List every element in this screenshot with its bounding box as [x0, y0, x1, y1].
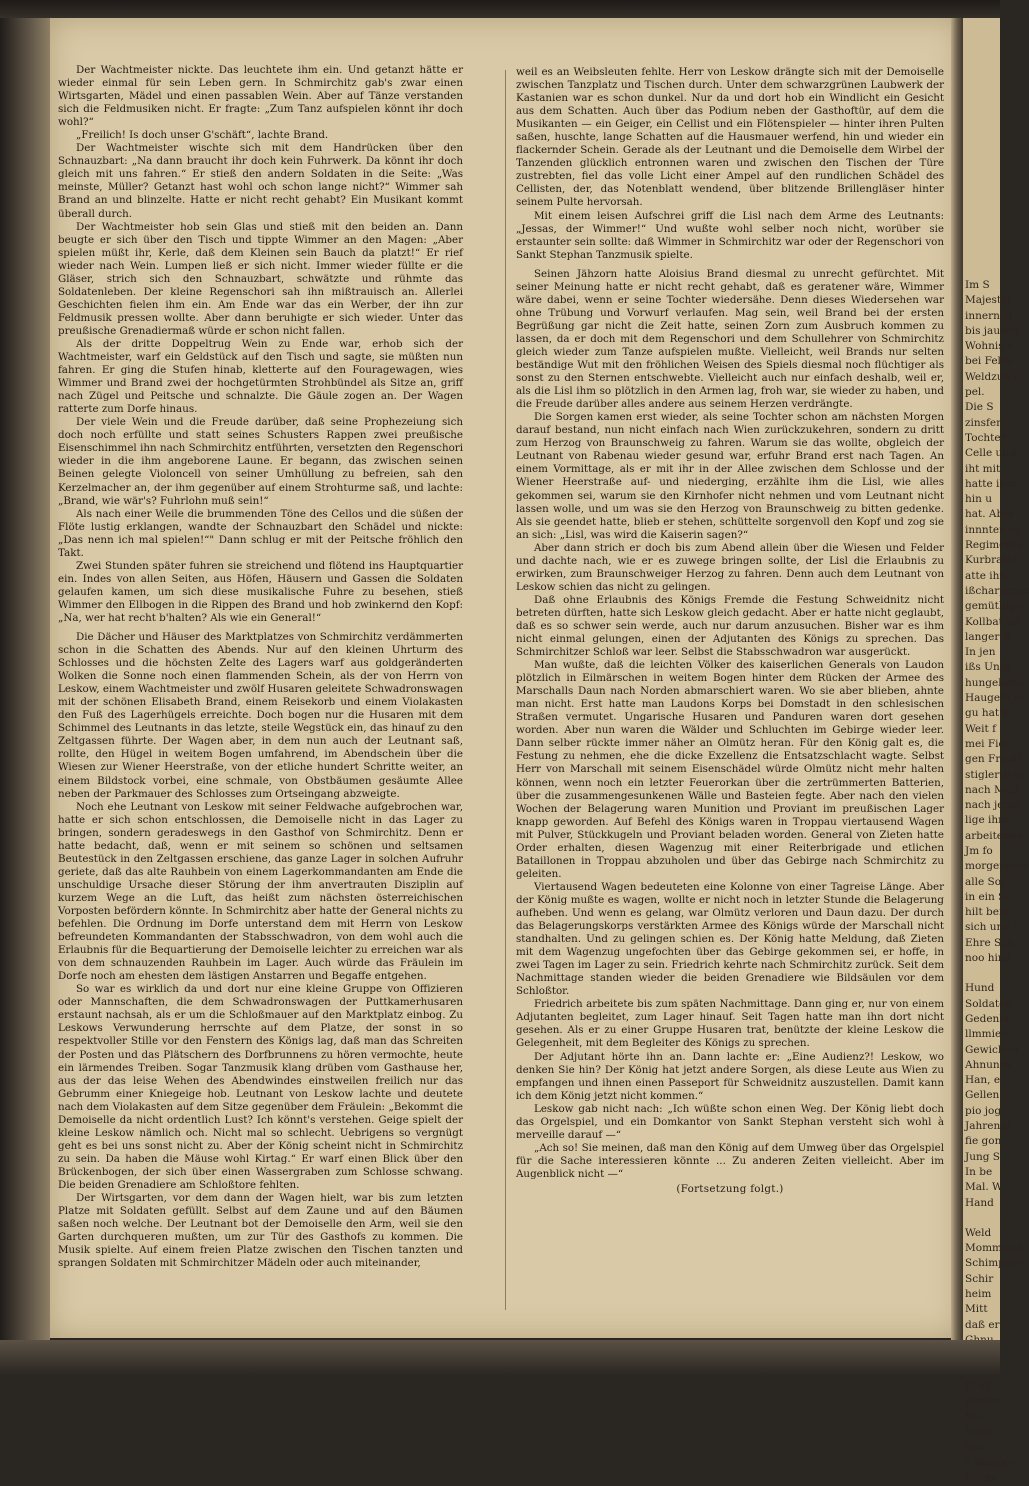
next-page-fragment: Celle und [965, 447, 1016, 460]
next-page-fragment: Gedenkt [965, 1012, 1010, 1025]
next-page-fragment: stiglerte an [965, 768, 1027, 781]
next-page-fragment: Hand [965, 1196, 994, 1209]
next-page-fragment: Wohnis n [965, 340, 1014, 353]
next-page-fragment: hungebens [965, 676, 1024, 689]
next-page-fragment: daß er [965, 1318, 1000, 1331]
paragraph: Der Wirtsgarten, vor dem dann der Wagen hielt, war bis zum letzten Platze mit Soldaten gefüllt. Selbst auf dem Zaune und auf den Bäumen saßen noch welche. Der Leutnant bot der Demoiselle den Arm, weil sie den Garten durchqueren mußten, um zur Tür des Gasthofs zu kommen. Die Musik spielte. Auf einem freien Platze zwischen den Tischen tanzten und sprangen Soldaten mit Schmirchitzer Mädeln oder auch miteinander, [58, 1192, 463, 1270]
next-page-fragment: In be [965, 1165, 993, 1178]
next-page-fragment: Ahnungs [965, 1058, 1012, 1071]
paragraph: Friedrich arbeitete bis zum späten Nachmittage. Dann ging er, nur von einem Adjutanten begleitet, zum Lager hinauf. Seit Tagen hatte man ihn dort nicht gesehen. Als er zu einer Gruppe Husaren trat, benützte der kleine Leskow die Gelegenheit, mit dem Begleiter des Königs zu sprechen. [516, 998, 944, 1050]
next-page-fragment: Die S [965, 401, 994, 414]
next-page-fragment: Mitt [965, 1303, 988, 1316]
next-page-fragment: nach MeB [965, 783, 1019, 796]
column-divider [505, 70, 506, 1310]
paragraph: Die Sorgen kamen erst wieder, als seine Tochter schon am nächsten Morgen darauf bestand, nun nicht einfach nach Wien zurückzukehren, sondern zu dritt zum Herzog von Braunschweig zu fahren. Warum sie das wollte, obgleich der Leutnant von Rabenau wieder gesund war, erfuhr Brand erst nach Tagen. An einem Vormittage, als er mit ihr in der Allee zwischen dem Schlosse und der Wiener Heerstraße auf- und niederging, erzählte ihm die Lisl, wie alles gekommen sei, warum sie den Kirnhofer nicht nehmen und vom Leutnant nicht lassen wolle, und um was sie den Herzog von Braunschweig zu bitten gedenke. Als sie geendet hatte, blieb er stehen, schüttelte sorgenvoll den Kopf und zog sie an sich: „Lisl, was wird die Kaiserin sagen?“ [516, 411, 944, 541]
paragraph: „Freilich! Is doch unser G'schäft“, lachte Brand. [76, 129, 329, 142]
next-page-fragment: mei Fiel [965, 737, 1009, 750]
next-page-fragment: Kurbraths [965, 554, 1019, 567]
next-page-fragment: in ein S [965, 890, 1006, 903]
next-page-fragment: ißs Ungl [965, 661, 1010, 674]
next-page-fragment: Soldaten [965, 997, 1013, 1010]
paragraph: Aber dann strich er doch bis zum Abend allein über die Wiesen und Felder und dachte nach, wie er es zuwege bringen sollte, der Lisl die Erlaubnis zu erwirken, zum Braunschweiger Herzog zu fahren. Denn auch dem Leutnant von Leskow schien das nicht zu gelingen. [516, 541, 944, 593]
next-page-fragment: hat. Aber [965, 508, 1015, 521]
paragraph: Mit einem leisen Aufschrei griff die Lisl nach dem Arme des Leutnants: „Jessas, der Wimmer!“ Und wußte wohl selber noch nicht, worüber sie erstaunter sein sollte: daß Wimmer in Schmirchitz war oder der Regenschori von Sankt Stephan Tanzmusik spielte. [516, 209, 944, 261]
next-page-fragment: lige ihm [965, 814, 1009, 827]
paragraph: Viertausend Wagen bedeuteten eine Kolonne von einer Tagreise Länge. Aber der König mußte es wagen, wollte er nicht noch in letzter Stunde die Belagerung aufheben. Und wenn es gelang, war Olmütz verloren und Daun dazu. Der durch das Belagerungskorps verstärkten Armee des Königs würde der Marschall nicht standhalten. Und zu gelingen schien es. Der König hatte Meldung, daß Zieten mit dem Wagenzug ungefochten über das Gebirge gekommen sei, er hoffe, in zwei Tagen im Lager zu sein. Friedrich kehrte nach Schmirchitz zurück. Seit dem Nachmittage standen wieder die beiden Grenadiere wie Bildsäulen vor dem Schloßtor. [516, 880, 944, 998]
next-page-fragment: fil ift [965, 1379, 991, 1392]
next-page-fragment: mir. [965, 1440, 986, 1453]
next-page-fragment: innern H [965, 309, 1013, 322]
next-page-fragment: bis [965, 1410, 981, 1423]
next-page-fragment: Tochter [965, 431, 1006, 444]
paragraph: Leskow gab nicht nach: „Ich wüßte schon einen Weg. Der König liebt doch das Orgelspiel, und ein Domkantor von Sankt Stephan versteht sich wohl à merveille darauf —“ [516, 1102, 944, 1141]
next-page-fragment: fie gon [965, 1135, 1002, 1148]
next-page-fragment: Schimpore [965, 1257, 1023, 1270]
next-page-fragment: hilt befo [965, 906, 1010, 919]
next-page-fragment: innnten in [965, 523, 1020, 536]
next-page-fragment: nach jeme [965, 799, 1020, 812]
paragraph: Man wußte, daß die leichten Völker des kaiserlichen Generals von Laudon plötzlich in Eilmärschen in weitem Bogen hinter dem Rücken der Armee des Marschalls Daun nach Norden abmarschiert waren. Wo sie aber blieben, ahnte man nicht. Erst hatte man Laudons Korps bei Domstadt in den schlesischen Straßen vermutet. Ungarische Husaren und Panduren waren dort gesehen worden. Aber nun waren die Wälder und Schluchten im Gebirge wieder leer. Dann selber rückte immer näher an Olmütz heran. Für den König galt es, die Festung zu nehmen, ehe die dicke Exzellenz die Entsatzschlacht wagte. Selbst Herr von Marschall mit seinem Eisenschädel würde Olmütz nicht mehr halten können, wenn noch ein letzter Feuerorkan über die zertrümmerten Batterien, über die zusammengesunkenen Wälle und Basteien fegte. Aber nach den vielen Wochen der Belagerung waren Munition und Proviant im preußischen Lager knapp geworden. Auf Befehl des Königs waren in Troppau viertausend Wagen mit Pulver, Stückkugeln und Proviant beladen worden. General von Zieten hatte Order erhalten, diesen Wagenzug mit einer Reiterbrigade und etlichen Bataillonen in Troppau abzuholen und über das Gebirge nach Schmirchitz zu geleiten. [516, 659, 944, 880]
paragraph: Daß ohne Erlaubnis des Königs Fremde die Festung Schweidnitz nicht betreten dürften, hatte sich Leskow gleich gedacht. Aber er hatte nicht geglaubt, daß es so schwer sein werde, auch nur darum anzusuchen. Bisher war es ihm nicht einmal gelungen, einen der Adjutanten des Königs zu sprechen. Das Schmirchitzer Schloß war leer. Selbst die Stabsschwadron war ausgerückt. [516, 593, 944, 659]
next-page-fragment: gen Friedr [965, 753, 1022, 766]
paragraph: So war es wirklich da und dort nur eine kleine Gruppe von Offizieren oder Mannschaften, die dem Schwadronswagen der Puttkamerhusaren erstaunt nachsah, als er um die Schloßmauer auf den Marktplatz einbog. Zu Leskows Verwunderung herrschte auf dem Platze, der sonst in so respektvoller Stille vor den Fenstern des Königs lag, daß man das Schreiten der Posten und das Plätschern des Dorfbrunnens zu hören vermochte, heute ein lärmendes Treiben. Sogar Tanzmusik klang drüben vom Gasthause her, aus der das leise Wehen des Abendwindes einstweilen freilich nur das Gebrumm einer Kniegeige hob. Leutnant von Leskow lachte und deutete nach dem Violakasten auf dem Sitze gegenüber dem Fräulein: „Bekommt die Demoiselle da nicht ordentlich Lust? Ich könnt's verstehen. Geige spielt der kleine Leskow nämlich och. Nicht mal so schlecht. Uebrigens so vergnügt geht es bei uns sonst nicht zu. Aber der König scheint nicht in Schmirchitz zu sein. Da haben die Mäuse wohl Kirtag.“ Er warf einen Blick über den Brückenbogen, der sich über einen Wassergraben zum Schlosse schwang. Die beiden Grenadiere am Schloßtore fehlten. [58, 983, 463, 1191]
paragraph: Als der dritte Doppeltrug Wein zu Ende war, erhob sich der Wachtmeister, warf ein Geldstück auf den Tisch und sagte, sie müßten nun fahren. Er ging die Stufen hinab, kletterte auf den Fouragewagen, wies Wimmer und Brand zwei der hochgetürmten Strohbündel als Sitze an, griff nach Zügel und Peitsche und schnalzte. Die Gäule zogen an. Der Wagen ratterte zum Dorfe hinaus. [58, 337, 463, 416]
next-page-fragment: iht mit [965, 462, 1001, 475]
next-page-fragment [963, 966, 1000, 981]
next-page-fragment: alle Sol [965, 875, 1005, 888]
next-page-fragment: atte ihn [965, 569, 1007, 582]
next-page-fragment: Noch [965, 1425, 994, 1438]
next-page-fragment: Jm fo [965, 844, 993, 857]
scan-left-shadow [0, 18, 50, 1358]
next-page-fragment: Mommond [965, 1242, 1022, 1255]
paragraph: Die Dächer und Häuser des Marktplatzes von Schmirchitz verdämmerten schon in die Schatten des Abends. Nur auf den kleinen Uhrturm des Schlosses und die höchsten Zelte des Lagers warf aus goldgeränderten Wolken die Sonne noch einen flammenden Schein, als der von Herrn von Leskow, einem Wachtmeister und zwölf Husaren geleitete Schwadronswagen mit der schönen Elisabeth Brand, einem Reisekorb und einem Violakasten den Fuß des Lagerhügels erreichte. Doch bogen nur die Husaren mit dem Schimmel des Leutnants in das letzte, steile Wegstück ein, das hinauf zu den Zeltgassen führte. Der Wagen aber, in dem nun auch der Leutnant saß, rollte, den Hügel in weitem Bogen umfahrend, im Abendschein über die Wiesen zur Wiener Heerstraße, von der etliche hundert Schritte weiter, an einem Bildstock vorbei, eine schmale, von Obstbäumen gesäumte Allee neben der Parkmauer des Schlosses zum Ortseingang abzweigte. [58, 631, 463, 800]
next-page-fragment: zinsfen [965, 416, 1003, 429]
next-page-fragment: Im S [965, 279, 990, 291]
next-page-fragment [963, 1211, 1000, 1226]
next-page-fragment: sich und [965, 921, 1010, 934]
paragraph: Der Wachtmeister nickte. Das leuchtete ihm ein. Und getanzt hätte er wieder einmal für sein Leben gern. In Schmirchitz gab's zwar einen Wirtsgarten, Mädel und einen passablen Wein. Aber auf Tänze verstanden sich die Feldmusiken nicht. Er fragte: „Zum Tanz aufspielen könnt ihr doch wohl?“ [58, 64, 463, 129]
left-text-column [58, 64, 463, 1270]
right-text-column [516, 66, 944, 1196]
adjacent-page-strip [963, 18, 1029, 1484]
next-page-fragment: arbeitende [965, 829, 1023, 842]
next-page-fragment: Kriebi [965, 1471, 998, 1484]
next-page-fragment: Ehre Sch [965, 936, 1014, 949]
next-page-fragment: llmmiec [965, 1028, 1008, 1041]
next-page-fragment: bis jausen [965, 324, 1019, 337]
next-page-fragment: Gellen [965, 1089, 1000, 1102]
next-page-fragment: Majestät [965, 294, 1012, 307]
next-page-fragment: pio jog [965, 1104, 1002, 1117]
next-page-fragment: Weld [965, 1226, 992, 1239]
scan-bottom-edge [0, 1340, 1000, 1375]
next-page-fragment: morgenmen [965, 860, 1029, 873]
paragraph: Noch ehe Leutnant von Leskow mit seiner Feldwache aufgebrochen war, hatte er sich schon entschlossen, die Demoiselle nicht in das Lager zu bringen, sondern geradeswegs in den Gasthof von Schmirchitz. Denn er hatte bedacht, daß, wenn er mit seinem so schönen und seltsamen Beutestück in den Zeltgassen erschiene, das ganze Lager in solchen Aufruhr geriete, daß das alte Rauhbein von einem Lagerkommandanten am Ende die unschuldige Ursache dieser Störung der ihm anvertrauten Disziplin auf kurzem Wege an die Luft, das heißt zum nächsten österreichischen Vorposten befördern könnte. In Schmirchitz aber hatte der General nichts zu befehlen. Die Ordnung im Dorfe unterstand dem mit Herrn von Leskow befreundeten Kommandanten der Stabsschwadron, von dem wohl auch die Erlaubnis für die Bequartierung der Demoiselle leichter zu erreichen war als von dem schnauzenden Rauhbein im Lager. Auch würde das Fräulein im Dorfe noch am ehesten dem lästigen Anstarren und Begaffe entgehen. [58, 800, 463, 983]
continuation-notice: (Fortsetzung folgt.) [676, 1182, 784, 1195]
next-page-fragment: pel. [965, 386, 985, 399]
paragraph: Zwei Stunden später fuhren sie streichend und flötend ins Hauptquartier ein. Indes von allen Seiten, aus Höfen, Häusern und Gassen die Soldaten gelaufen kamen, um sich diese musikalische Fuhre zu besehen, stieß Wimmer den Ellbogen in die Rippen des Brand und hob zwinkernd den Kopf: „Na, wer hat recht b'halten? Als wie ein General!“ [58, 559, 463, 624]
next-page-fragment: Weldzug e [965, 370, 1020, 383]
paragraph: Der Wachtmeister wischte sich mit dem Handrücken über den Schnauzbart: „Na dann braucht ihr doch kein Fuhrwerk. Da könnt ihr doch gleich mit uns fahren.“ Er stieß den andern Soldaten in die Seite: „Was meinste, Müller? Getanzt hast wohl och schon lange nicht?“ Wimmer sah Brand an und blinzelte. Hatte er nicht recht gehabt? Ein Musikant kommt überall durch. [58, 142, 463, 220]
next-page-fragment: Jung S [965, 1150, 1000, 1163]
next-page-fragment: Mal. W [965, 1181, 1003, 1194]
next-page-fragment: hin u [965, 493, 992, 506]
next-page-fragment: hatte ihm [965, 477, 1017, 490]
next-page-top-space [963, 18, 1000, 278]
next-page-fragment: Kollbat un [965, 615, 1020, 628]
next-page-fragment: Jahrendi [965, 1120, 1011, 1133]
next-page-fragment: gu hat p [965, 707, 1010, 720]
next-page-fragment: In jen [965, 646, 996, 659]
next-page-fragment: ißcharpente [965, 584, 1029, 597]
next-page-fragment: Schir [965, 1272, 994, 1285]
next-page-fragment: Han, ei [965, 1074, 1004, 1087]
next-page-fragment: langer B [965, 630, 1011, 643]
paragraph: Als nach einer Weile die brummenden Töne des Cellos und die süßen der Flöte lustig erklangen, wandte der Schnauzbart den Schädel und nickte: „Das nenn ich mal spielen!“" Dann schlug er mit der Peitsche fröhlich den Takt. [58, 507, 463, 559]
next-page-fragment: Hund [965, 982, 995, 995]
next-page-fragment: Kurier [965, 1395, 999, 1408]
next-page-fragment: Gewichter [965, 1043, 1021, 1056]
paragraph: Der viele Wein und die Freude darüber, daß seine Prophezeiung sich doch noch erfüllte und statt seines Schusters Rappen zwei preußische Eisenschimmel ihn nach Schmirchitz entführten, versetzten den Regenschori wieder in die ihm angeborene Laune. Er begann, das zwischen seinen Beinen gelegte Violoncell von seiner Umhüllung zu befreien, sah den Kerzelmacher an, der ihm gegenüber auf einem Strohturme saß, und lachte: „Brand, wie wär's? Fuhrlohn muß sein!“ [58, 416, 463, 507]
next-page-fragment: Allmarjch [965, 1456, 1017, 1469]
paragraph: weil es an Weibsleuten fehlte. Herr von Leskow drängte sich mit der Demoiselle zwischen Tanzplatz und Tischen durch. Unter dem schwarzgrünen Laubwerk der Kastanien war es schon dunkel. Nur da und dort hob ein Windlicht ein Gesicht aus dem Schatten. Auch über das Podium neben der Gasthoftür, auf dem die Musikanten — ein Geiger, ein Cellist und ein Flötenspieler — hinter ihren Pulten saßen, huschte, lange Schatten auf die Hausmauer werfend, hin und wieder ein flackernder Schein. Gerade als der Leutnant und die Demoiselle dem Wirbel der Tanzenden glücklich entronnen waren und zwischen den Tischen der Türe zustrebten, fiel das volle Licht einer Ampel auf den rundlichen Schädel des Cellisten, der, das Notenblatt wendend, über blitzende Brillengläser hinter seinem Pulte hervorsah. [516, 66, 944, 209]
next-page-fragment: gemüthiger [965, 600, 1027, 613]
paragraph: Seinen Jähzorn hatte Aloisius Brand diesmal zu unrecht gefürchtet. Mit seiner Meinung hatte er nicht recht gehabt, daß es geratener wäre, Wimmer wäre dabei, wenn er seine Tochter wiedersähe. Denn dieses Wiedersehen war ohne Trübung und Vorwurf verlaufen. Mag sein, weil Brand bei der ersten Begrüßung gar nicht die Zeit hatte, seinen Zorn zum Ausbruch kommen zu lassen, da er doch mit dem Regenschori und dem Schullehrer von Schmirchitz gleich wieder zum Tanze aufspielen mußte. Vielleicht, weil Brands nur selten beständige Wut mit den fröhlichen Weisen des Spiels diesmal noch flüchtiger als sonst zu den Sternen entschwebte. Vielleicht auch nur einfach deshalb, weil er, als die Lisl ihm so plötzlich in den Armen lag, froh war, sie wieder zu haben, und die Freude darüber alles andere aus seinem Herzen verdrängte. [516, 267, 944, 411]
next-page-fragment: heim [965, 1288, 992, 1300]
paragraph: Der Wachtmeister hob sein Glas und stieß mit den beiden an. Dann beugte er sich über den Tisch und tippte Wimmer an den Magen: „Aber spielen müßt ihr, Kerle, daß dem Kleinen sein Bauch da platzt!“ Er rief wieder nach Wein. Lumpen ließ er sich nicht. Immer wieder füllte er die Gläser, strich sich den Schnauzbart, schwätzte und rühmte das Soldatenleben. Der kleine Regenschori sah ihn mißtrauisch an. Allerlei Geschichten fielen ihm ein. Am Ende war das ein Werber, der ihn zur Feldmusik pressen wollte. Aber dann beruhigte er sich wieder. Unter das preußische Grenadiermaß würde er schon nicht fallen. [58, 220, 463, 337]
next-page-fragment: Weit f [965, 722, 996, 735]
paragraph: „Ach so! Sie meinen, daß man den König auf dem Umweg über das Orgelspiel für die Sache interessieren könnte ... Zu anderen Zeiten vielleicht. Aber im Augenblick nicht —“ [516, 1141, 944, 1180]
next-page-fragment: Haugeln ar [965, 692, 1025, 705]
next-page-fragment: noo hina [965, 952, 1011, 965]
paragraph: Der Adjutant hörte ihn an. Dann lachte er: „Eine Audienz?! Leskow, wo denken Sie hin? Der König hat jetzt andere Sorgen, als diese Leute aus Wien zu empfangen und ihnen einen Passeport für Schweidnitz auszustellen. Damit kann ich dem König jetzt nicht kommen.“ [516, 1050, 944, 1102]
next-page-fragment: Regiments [965, 539, 1022, 552]
next-page-fragment: bei Felde [965, 355, 1014, 368]
